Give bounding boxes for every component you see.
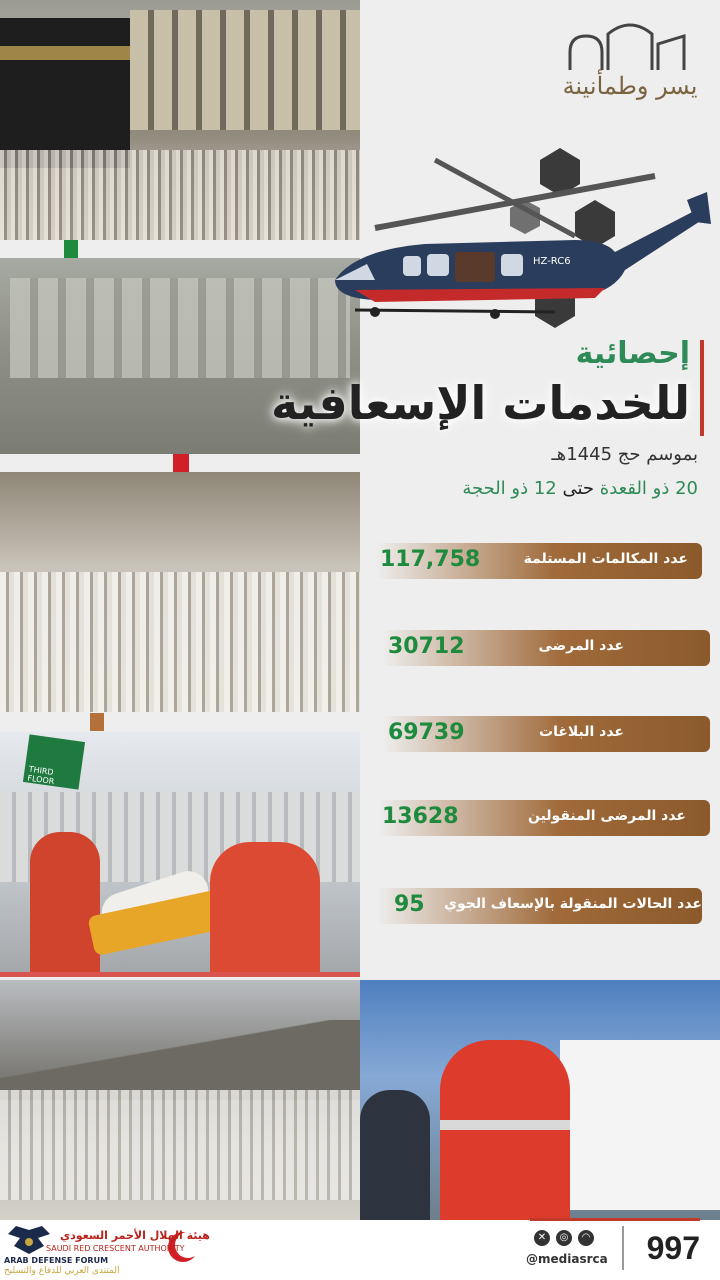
- org-name-en: SAUDI RED CRESCENT AUTHORITY: [46, 1244, 185, 1253]
- title-statistics: إحصائية: [575, 336, 690, 371]
- forum-name-en: ARAB DEFENSE FORUM: [4, 1256, 109, 1265]
- stat-reports: [382, 716, 710, 752]
- mountains-camp-photo: [0, 980, 360, 1220]
- hexagon-pattern: [510, 148, 615, 328]
- ambulance-helicopter: [315, 140, 720, 340]
- stat-air-ambulance: [376, 888, 702, 924]
- forum-name-ar: المنتدى العربي للدفاع والتسليح: [4, 1266, 120, 1276]
- campaign-logo: [560, 22, 700, 107]
- x-icon[interactable]: ✕: [534, 1230, 550, 1246]
- stat-transported: [378, 800, 710, 836]
- social-handle[interactable]: @mediasrca: [526, 1252, 608, 1266]
- paramedics-stretcher-photo: THIRD FLOOR: [0, 732, 360, 972]
- kaaba-photo: [0, 0, 360, 240]
- emergency-hotline: 997: [646, 1230, 700, 1266]
- stat-value: 117,758: [380, 547, 481, 572]
- instagram-icon[interactable]: ◎: [556, 1230, 572, 1246]
- stat-value: 95: [394, 892, 425, 917]
- footer-divider: [622, 1226, 624, 1270]
- pilgrims-photo: [0, 472, 360, 712]
- stat-label: عدد المكالمات المستلمة: [523, 551, 688, 567]
- accent-brown: [90, 713, 104, 731]
- title-accent-bar: [700, 340, 704, 436]
- medic-ambulance-photo: [360, 980, 720, 1220]
- stat-value: 30712: [388, 634, 465, 659]
- stat-patients: [382, 630, 710, 666]
- accent-red-line: [0, 972, 360, 977]
- stat-value: 13628: [382, 804, 459, 829]
- accent-red: [173, 454, 189, 472]
- range-end: 12 ذو الحجة: [462, 478, 557, 499]
- stat-label: عدد البلاغات: [539, 724, 624, 740]
- mosque-outline-icon: [560, 22, 700, 72]
- hajj-season: بموسم حج 1445هـ: [551, 444, 698, 465]
- org-name-ar: هيئة الهلال الأحمر السعودي: [60, 1229, 210, 1242]
- campaign-slogan: يسر وطمأنينة: [562, 72, 698, 100]
- accent-green: [64, 240, 78, 258]
- snapchat-icon[interactable]: ◠: [578, 1230, 594, 1246]
- stat-value: 69739: [388, 720, 465, 745]
- title-ambulance-services: للخدمات الإسعافية: [270, 376, 690, 430]
- svg-text:HZ-RC6: HZ-RC6: [533, 256, 571, 267]
- stat-label: عدد الحالات المنقولة بالإسعاف الجوي: [444, 896, 702, 912]
- footer-accent-line: [530, 1218, 700, 1221]
- range-mid: حتى: [562, 478, 595, 499]
- date-range: [462, 478, 698, 499]
- social-icons: [534, 1230, 614, 1248]
- stat-calls: [376, 543, 702, 579]
- stat-label: عدد المرضى: [538, 638, 624, 654]
- stat-label: عدد المرضى المنقولين: [527, 808, 686, 824]
- range-start: 20 ذو القعدة: [599, 478, 698, 499]
